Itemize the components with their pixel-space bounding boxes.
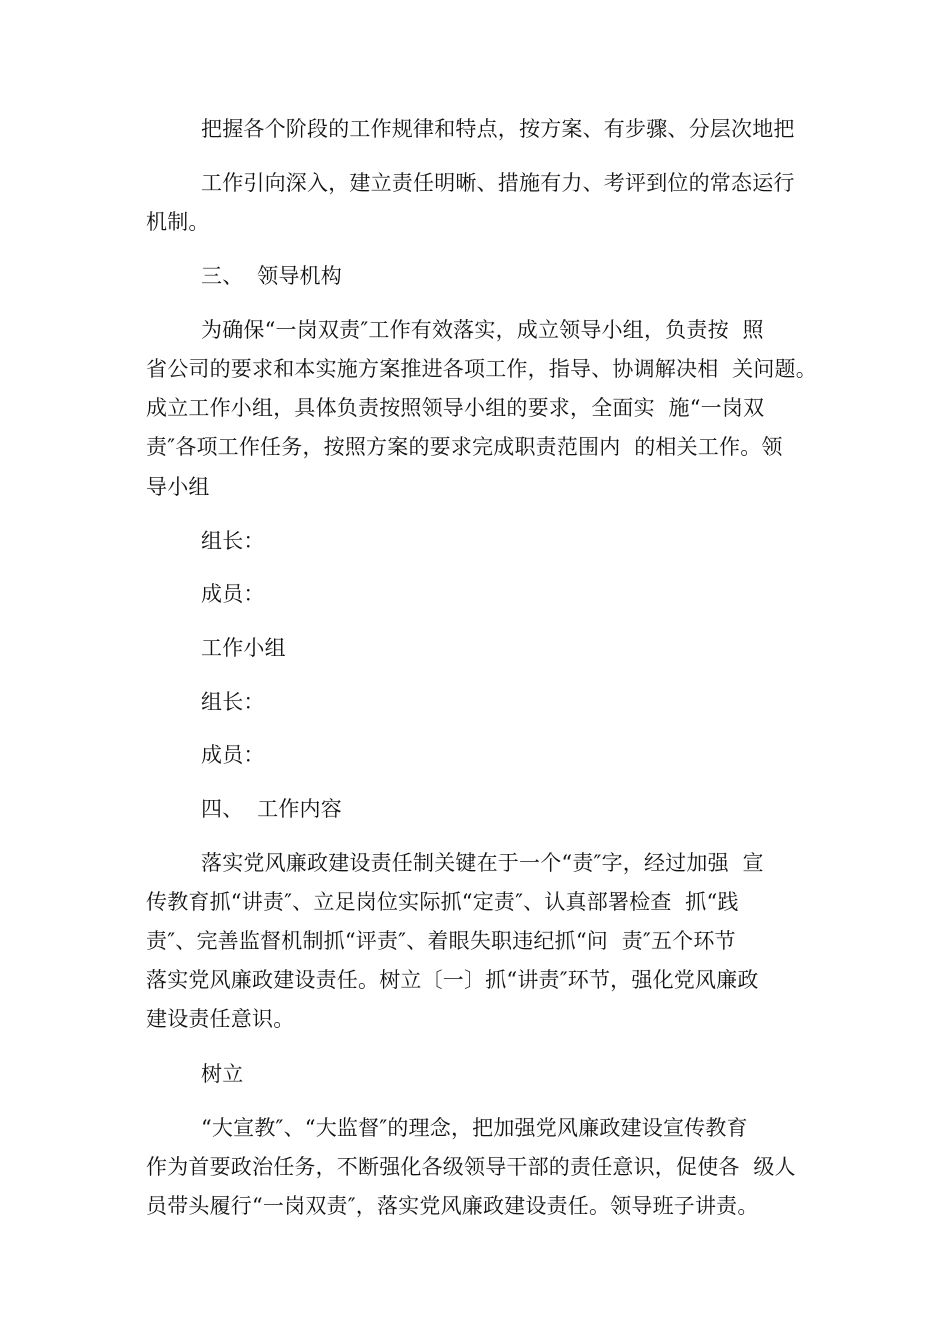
work-group-label: 工作小组 (201, 636, 286, 660)
paragraph-line: 成立工作小组，具体负责按照领导小组的要求，全面实 施“一岗双 (146, 396, 765, 420)
group-leader-label: 组长： (201, 529, 265, 553)
group-members-label: 成员： (201, 582, 265, 606)
paragraph-line: 机制。 (146, 210, 210, 234)
paragraph-line: 责″各项工作任务，按照方案的要求完成职责范围内 的相关工作。领 (146, 435, 783, 459)
paragraph-line: 导小组 (146, 475, 210, 499)
paragraph-line: 工作引向深入，建立责任明晰、措施有力、考评到位的常态运行 (201, 171, 795, 195)
paragraph-line: 建设责任意识。 (146, 1007, 295, 1031)
paragraph-line: 传教育抓“讲责″、立足岗位实际抓“定责″、认真部署检查 抓“践 (146, 890, 739, 914)
paragraph-line: 落实党风廉政建设责任制关键在于一个“责″字，经过加强 宣 (201, 851, 764, 875)
paragraph-line: 员带头履行“一岗双责″，落实党风廉政建设责任。领导班子讲责。 (146, 1194, 759, 1218)
section-heading: 三、 领导机构 (201, 264, 342, 288)
paragraph-line: 省公司的要求和本实施方案推进各项工作，指导、协调解决相 关问题。 (146, 357, 817, 381)
paragraph-line: 作为首要政治任务，不断强化各级领导干部的责任意识，促使各 级人 (146, 1155, 796, 1179)
paragraph-line: 把握各个阶段的工作规律和特点，按方案、有步骤、分层次地把 (201, 117, 795, 141)
section-heading: 四、 工作内容 (201, 797, 342, 821)
paragraph-line: 树立 (201, 1062, 244, 1086)
paragraph-line: 责″、完善监督机制抓“评责″、着眼失职违纪抓“问 责″五个环节 (146, 929, 736, 953)
paragraph-line: 落实党风廉政建设责任。树立〔一〕抓“讲责″环节，强化党风廉政 (146, 968, 759, 992)
group-leader-label: 组长： (201, 690, 265, 714)
paragraph-line: “大宣教″、“大监督″的理念，把加强党风廉政建设宣传教育 (201, 1116, 748, 1140)
paragraph-line: 为确保“一岗双责″工作有效落实，成立领导小组，负责按 照 (201, 318, 764, 342)
group-members-label: 成员： (201, 743, 265, 767)
